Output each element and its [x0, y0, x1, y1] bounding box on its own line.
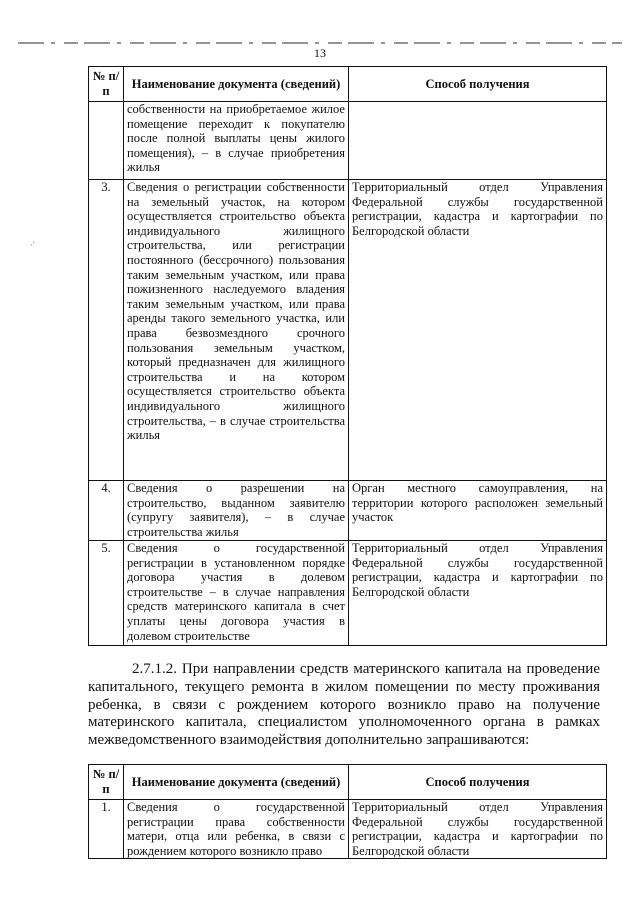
- page-number: 13: [314, 46, 326, 60]
- row-num: 5.: [89, 541, 124, 646]
- documents-table-2: [88, 764, 607, 859]
- row-method: Орган местного самоуправления, на территории которого расположен земельный участок: [349, 481, 607, 541]
- row-method: Территориальный отдел Управления Федеральной службы государственной регистрации, кадастра и картографии по Белгородской области: [349, 800, 607, 859]
- row-document-name: Сведения о государственной регистрации права собственности матери, отца или ребенка, в связи с рождением которого возникло право: [124, 800, 349, 859]
- row-num: [89, 102, 124, 180]
- row-document-name: Сведения о регистрации собственности на земельный участок, на котором осуществляется строительство объекта индивидуального жилищного строительства, или регистрации постоянного (бессрочного) пользования таким земельным участком, или права пожизненного наследуемого владения таким земельным участком, или права аренды такого земельного участка, или права безвозмездного срочного пользования земельным участком, который предназначен для жилищного строительства и на котором осуществляется строительство объекта индивидуального жилищного строительства, – в случае строительства жилья: [124, 180, 349, 481]
- header-num: № п/п: [89, 765, 124, 800]
- row-document-name: Сведения о государственной регистрации в установленном порядке договора участия в долевом строительстве – в случае направления средств материнского капитала в счет уплаты цены договора участия в долевом строительстве: [124, 541, 349, 646]
- row-method: Территориальный отдел Управления Федеральной службы государственной регистрации, кадастра и картографии по Белгородской области: [349, 180, 607, 481]
- header-method: Способ получения: [349, 765, 607, 800]
- scan-artifact: ·': [30, 240, 35, 250]
- row-num: 4.: [89, 481, 124, 541]
- table-row: [89, 102, 607, 180]
- table-header-row: [89, 765, 607, 800]
- row-document-name: собственности на приобретаемое жилое помещение переходит к покупателю после полной выплаты цены жилого помещения), – в случае приобретения жилья: [124, 102, 349, 180]
- scan-dash-line: [18, 42, 622, 44]
- row-document-name: Сведения о разрешении на строительство, выданном заявителю (супругу заявителя), – в случае строительства жилья: [124, 481, 349, 541]
- row-method: [349, 102, 607, 180]
- header-document-name: Наименование документа (сведений): [124, 765, 349, 800]
- table-row: [89, 800, 607, 859]
- row-num: 1.: [89, 800, 124, 859]
- table-header-row: [89, 67, 607, 102]
- table-row: [89, 481, 607, 541]
- row-method: Территориальный отдел Управления Федеральной службы государственной регистрации, кадастра и картографии по Белгородской области: [349, 541, 607, 646]
- row-num: 3.: [89, 180, 124, 481]
- header-document-name: Наименование документа (сведений): [124, 67, 349, 102]
- paragraph-2-7-1-2: 2.7.1.2. При направлении средств материнского капитала на проведение капитального, текущего ремонта в жилом помещении по месту проживания ребенка, в связи с рождением которого возникло право на получение материнского капитала, специалистом уполномоченного органа в рамках межведомственного взаимодействия дополнительно запрашиваются:: [88, 661, 600, 749]
- table-row: [89, 180, 607, 481]
- header-method: Способ получения: [349, 67, 607, 102]
- table-row: [89, 541, 607, 646]
- header-num: № п/п: [89, 67, 124, 102]
- documents-table-1: [88, 66, 607, 646]
